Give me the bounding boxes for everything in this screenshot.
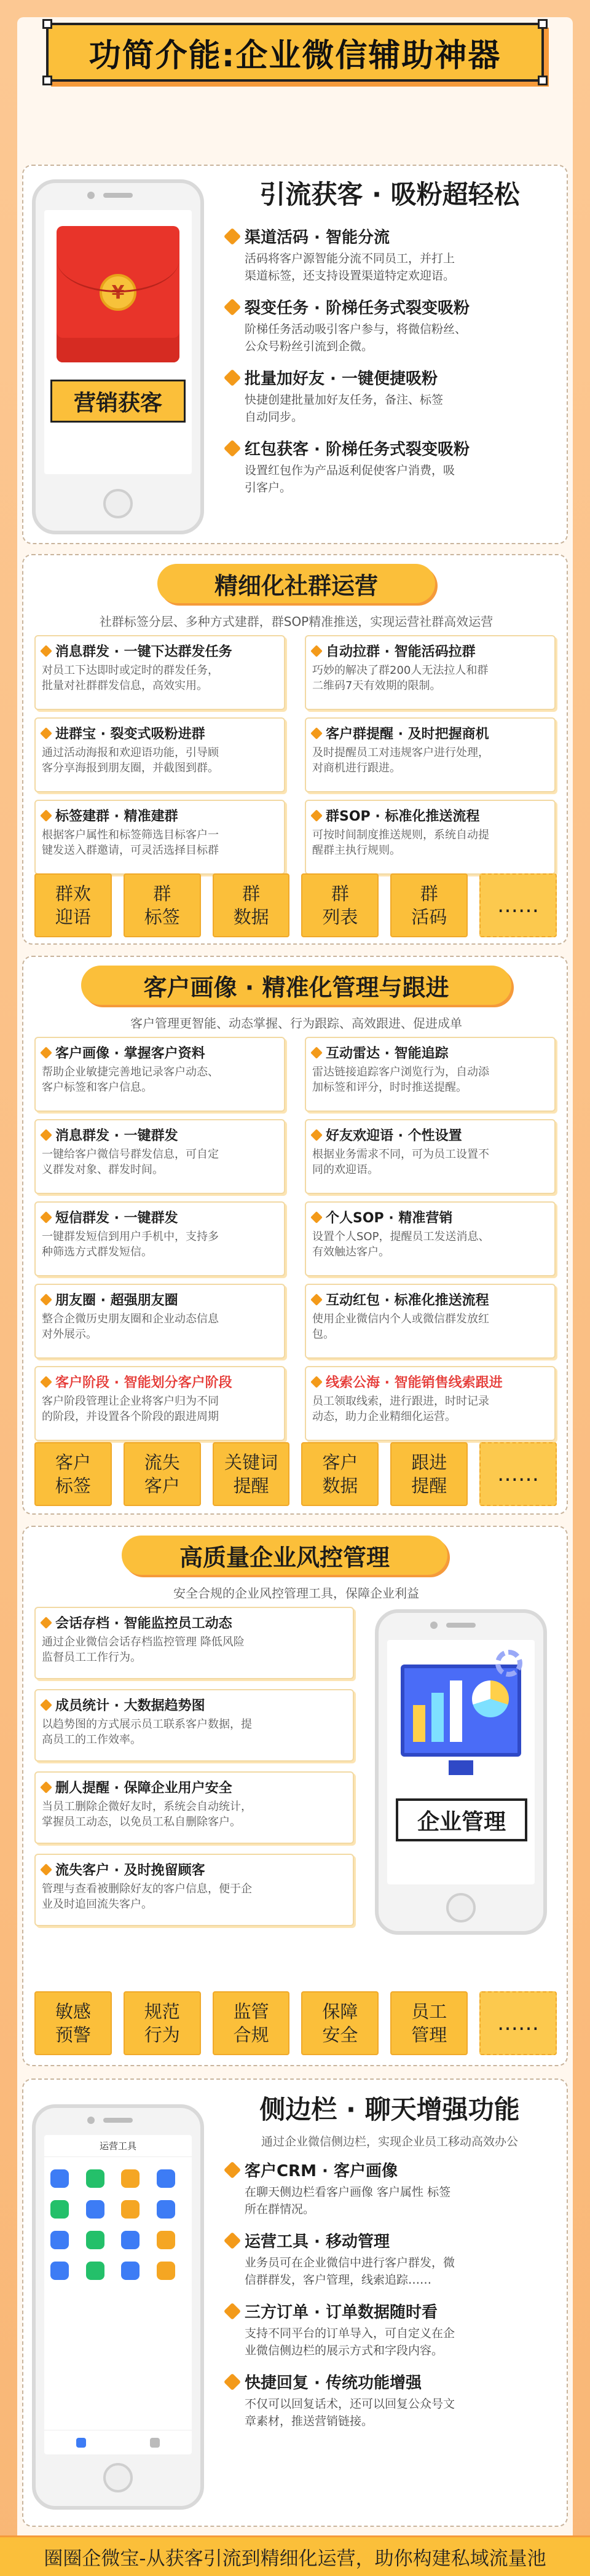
box-title: 进群宝 · 裂变式吸粉进群: [55, 727, 205, 742]
box-title: 短信群发 · 一键群发: [55, 1211, 178, 1226]
phone-speaker: [446, 1623, 476, 1628]
feature-item: [226, 366, 533, 426]
feature-desc: 在聊天侧边栏看客户画像 客户属性 标签 所在群情况。: [245, 2185, 451, 2216]
tab-icon[interactable]: [76, 2438, 86, 2448]
feature-box: [34, 635, 285, 710]
feature-item: [226, 2229, 533, 2289]
feature-desc: 设置红包作为产品返利促使客户消费，吸 引客户。: [245, 464, 455, 494]
box-desc: 根据客户属性和标签筛选目标客户一 键发送入群邀请，可灵活选择目标群: [42, 829, 219, 857]
feature-box: [34, 1201, 285, 1276]
corner-deco: [42, 19, 52, 29]
diamond-bullet-icon: [310, 727, 323, 740]
feature-item: [226, 2158, 533, 2218]
more-tag: ……: [479, 873, 557, 937]
tag-row: [34, 1442, 557, 1506]
app-tile-icon[interactable]: [157, 2169, 175, 2188]
section-title: 精细化社群运营: [214, 572, 378, 599]
section-header: [222, 173, 557, 213]
box-desc: 当员工删除企微好友时，系统会自动统计， 掌握员工动态，以免员工私自删除客户。: [42, 1800, 252, 1829]
feature-box: [305, 1284, 556, 1359]
feature-desc: 快捷创建批量加好友任务，备注、标签 自动同步。: [245, 393, 444, 424]
feature-tag: 群欢 迎语: [34, 873, 112, 937]
section-subtitle: 社群标签分层、多种方式建群，群SOP精准推送，实现运营社群高效运营: [99, 614, 494, 629]
chart-bar-icon: [450, 1680, 462, 1742]
feature-tag: 群 标签: [124, 873, 201, 937]
more-tag: ……: [479, 1442, 557, 1506]
section-title: 侧边栏 · 聊天增强功能: [259, 2094, 520, 2125]
feature-box: [34, 1771, 354, 1844]
page-title: 功简介能:企业微信辅助神器: [88, 37, 502, 74]
monitor-illustration-icon: [401, 1665, 521, 1757]
section-header: [157, 564, 435, 603]
diamond-bullet-icon: [40, 1047, 52, 1059]
feature-title: 客户CRM · 客户画像: [245, 2162, 398, 2180]
box-title: 好友欢迎语 · 个性设置: [326, 1128, 462, 1144]
box-desc: 帮助企业敏捷完善地记录客户动态、 客户标签和客户信息。: [42, 1066, 219, 1094]
phone-label-box: [396, 1798, 527, 1841]
feature-desc: 不仅可以回复话术，还可以回复公众号文 章素材，推送营销链接。: [245, 2397, 455, 2428]
phone-speaker: [103, 193, 133, 198]
footer-text: 圈圈企微宝-从获客引流到精细化运营，助你构建私域流量池: [44, 2548, 546, 2570]
title-bar: [31, 18, 559, 86]
box-desc: 使用企业微信内个人或微信群发放红 包。: [312, 1313, 489, 1341]
diamond-bullet-icon: [310, 1129, 323, 1141]
box-title: 线索公海 · 智能销售线索跟进: [326, 1375, 503, 1391]
feature-box: [305, 635, 556, 710]
feature-tag: 客户 数据: [301, 1442, 379, 1506]
pie-chart-icon: [472, 1680, 509, 1717]
diamond-bullet-icon: [310, 1376, 323, 1388]
feature-tag: 关键词 提醒: [213, 1442, 290, 1506]
box-desc: 设置个人SOP，提醒员工发送消息、 有效触达客户。: [312, 1230, 490, 1259]
box-title: 朋友圈 · 超强朋友圈: [55, 1293, 178, 1308]
section-title: 高质量企业风控管理: [179, 1544, 390, 1571]
phone-mockup: [32, 2104, 204, 2510]
diamond-bullet-icon: [40, 1211, 52, 1224]
phone-mockup: [32, 179, 204, 534]
diamond-bullet-icon: [224, 439, 241, 456]
phone-label-box: [50, 380, 186, 423]
feature-box: [34, 717, 285, 792]
box-desc: 及时提醒员工对违规客户进行处理， 对商机进行跟进。: [312, 746, 489, 775]
box-desc: 可按时间制度推送规则，系统自动提 醒群主执行规则。: [312, 829, 489, 857]
diamond-bullet-icon: [224, 2161, 241, 2178]
box-desc: 雷达链接追踪客户浏览行为，自动添 加标签和评分，时时推送提醒。: [312, 1066, 489, 1094]
phone-speaker: [103, 2118, 133, 2123]
section-header: [81, 966, 511, 1005]
feature-box: [34, 1689, 354, 1762]
diamond-bullet-icon: [310, 645, 323, 657]
box-title: 流失客户 · 及时挽留顾客: [55, 1863, 205, 1878]
box-title: 客户群提醒 · 及时把握商机: [326, 727, 489, 742]
diamond-bullet-icon: [310, 810, 323, 822]
phone-home-button: [103, 2463, 133, 2492]
feature-title: 运营工具 · 移动管理: [245, 2233, 390, 2251]
box-title: 客户画像 · 掌握客户资料: [55, 1046, 205, 1061]
feature-box: [305, 717, 556, 792]
feature-tag: 敏感 预警: [34, 1991, 112, 2055]
feature-tag: 监管 合规: [213, 1991, 290, 2055]
tab-icon[interactable]: [150, 2438, 160, 2448]
box-title: 消息群发 · 一键群发: [55, 1128, 178, 1144]
feature-item: [226, 295, 533, 355]
feature-box: [34, 1284, 285, 1359]
box-desc: 对员工下达即时或定时的群发任务， 批量对社群群发信息，高效实用。: [42, 664, 219, 692]
envelope-flap: [57, 226, 179, 292]
box-desc: 通过企业微信会话存档监控管理 降低风险 监督员工工作行为。: [42, 1636, 245, 1664]
app-tile-icon[interactable]: [121, 2262, 140, 2280]
diamond-bullet-icon: [40, 1699, 52, 1711]
feature-tag: 群 活码: [390, 873, 468, 937]
corner-deco: [538, 76, 548, 85]
box-desc: 员工领取线索，进行跟进，时时记录 动态，助力企业精细化运营。: [312, 1395, 489, 1423]
app-tile-icon[interactable]: [157, 2231, 175, 2249]
diamond-bullet-icon: [40, 727, 52, 740]
gear-icon: [495, 1650, 522, 1677]
diamond-bullet-icon: [224, 227, 241, 244]
box-title: 会话存档 · 智能监控员工动态: [55, 1616, 232, 1631]
phone-home-button: [103, 489, 133, 518]
feature-tag: 群 列表: [301, 873, 379, 937]
diamond-bullet-icon: [224, 298, 241, 315]
diamond-bullet-icon: [224, 2373, 241, 2390]
feature-title: 批量加好友 · 一键便捷吸粉: [245, 370, 438, 388]
diamond-bullet-icon: [310, 1211, 323, 1224]
feature-box: [34, 800, 285, 875]
box-desc: 一键群发短信到用户手机中，支持多 种筛选方式群发短信。: [42, 1230, 219, 1259]
phone-home-button: [446, 1893, 476, 1922]
title-box: [46, 23, 544, 82]
section-lead-gen: [22, 165, 568, 544]
feature-box: [34, 1119, 285, 1194]
phone-label: 营销获客: [73, 390, 162, 416]
box-desc: 通过活动海报和欢迎语功能，引导顾 客分享海报到朋友圈，并截图到群。: [42, 746, 219, 775]
box-title: 删人提醒 · 保障企业用户安全: [55, 1781, 232, 1796]
feature-title: 渠道活码 · 智能分流: [245, 228, 390, 247]
app-tile-icon[interactable]: [157, 2262, 175, 2280]
yuan-coin-icon: ¥: [100, 274, 136, 311]
diamond-bullet-icon: [40, 645, 52, 657]
box-title: 自动拉群 · 智能活码拉群: [326, 644, 476, 660]
section-title: 引流获客 · 吸粉超轻松: [259, 179, 520, 209]
box-title: 客户阶段 · 智能划分客户阶段: [55, 1375, 232, 1391]
section-risk-control: [22, 1526, 568, 2066]
diamond-bullet-icon: [40, 1294, 52, 1306]
box-title: 互动雷达 · 智能追踪: [326, 1046, 449, 1061]
app-tile-icon[interactable]: [86, 2231, 104, 2249]
corner-deco: [42, 76, 52, 85]
feature-box: [34, 1854, 354, 1926]
feature-item: [226, 2370, 533, 2430]
feature-title: 三方订单 · 订单数据随时看: [245, 2303, 438, 2322]
box-title: 个人SOP · 精准营销: [326, 1211, 453, 1226]
feature-tag: 群 数据: [213, 873, 290, 937]
app-tile-icon[interactable]: [50, 2200, 69, 2219]
chart-bar-icon: [431, 1693, 444, 1742]
feature-tag: 保障 安全: [301, 1991, 379, 2055]
feature-tag: 员工 管理: [390, 1991, 468, 2055]
feature-title: 快捷回复 · 传统功能增强: [245, 2374, 422, 2392]
feature-title: 红包获客 · 阶梯任务式裂变吸粉: [245, 440, 470, 459]
phone-camera: [87, 192, 95, 199]
phone-camera: [87, 2117, 95, 2124]
diamond-bullet-icon: [224, 2231, 241, 2249]
app-tile-icon[interactable]: [50, 2231, 69, 2249]
box-desc: 以趋势图的方式展示员工联系客户数据，提 高员工的工作效率。: [42, 1718, 252, 1746]
feature-tag: 跟进 提醒: [390, 1442, 468, 1506]
section-community: [22, 554, 568, 945]
corner-deco: [538, 19, 548, 29]
diamond-bullet-icon: [40, 1376, 52, 1388]
feature-list: [226, 2158, 558, 2430]
box-desc: 整合企微历史朋友圈和企业动态信息 对外展示。: [42, 1313, 219, 1341]
app-tile-icon[interactable]: [86, 2200, 104, 2219]
feature-desc: 阶梯任务活动吸引客户参与，将微信粉丝、 公众号粉丝引流到企微。: [245, 322, 467, 353]
feature-item: [226, 2300, 533, 2359]
feature-box: [305, 1366, 556, 1441]
feature-item: [226, 225, 533, 284]
feature-box: [305, 800, 556, 875]
phone-screen: [44, 210, 192, 474]
box-desc: 根据业务需求不同，可为员工设置不 同的欢迎语。: [312, 1148, 489, 1176]
feature-list: [226, 225, 558, 496]
box-desc: 一键给客户微信号群发信息，可自定 义群发对象、群发时间。: [42, 1148, 219, 1176]
box-title: 互动红包 · 标准化推送流程: [326, 1293, 489, 1308]
diamond-bullet-icon: [224, 2302, 241, 2319]
phone-label: 企业管理: [417, 1809, 506, 1835]
section-title: 客户画像 · 精准化管理与跟进: [143, 974, 449, 1001]
feature-tag: 流失 客户: [124, 1442, 201, 1506]
box-desc: 客户阶段管理让企业将客户归为不同 的阶段，并设置各个阶段的跟进周期: [42, 1395, 219, 1423]
diamond-bullet-icon: [310, 1047, 323, 1059]
app-tile-icon[interactable]: [86, 2169, 104, 2188]
feature-box: [34, 1366, 285, 1441]
tag-row: [34, 873, 557, 937]
section-subtitle: 安全合规的企业风控管理工具，保障企业利益: [173, 1586, 419, 1601]
box-title: 群SOP · 标准化推送流程: [326, 809, 480, 824]
feature-box: [34, 1607, 354, 1679]
phone-mockup: [375, 1609, 547, 1935]
section-customer: [22, 956, 568, 1515]
section-header: [222, 2088, 557, 2128]
box-title: 消息群发 · 一键下达群发任务: [55, 644, 232, 660]
app-header: [44, 2135, 192, 2157]
feature-desc: 业务员可在企业微信中进行客户群发，微 信群群发，客户管理，线索追踪……: [245, 2256, 455, 2287]
feature-title: 裂变任务 · 阶梯任务式裂变吸粉: [245, 299, 470, 318]
feature-box: [305, 1201, 556, 1276]
section-sidebar: [22, 2078, 568, 2527]
feature-box: [305, 1037, 556, 1112]
section-header: [122, 1536, 447, 1575]
feature-box: [34, 1037, 285, 1112]
feature-item: [226, 437, 533, 496]
box-desc: 巧妙的解决了群200人无法拉人和群 二维码7天有效期的限制。: [312, 664, 489, 692]
diamond-bullet-icon: [40, 1617, 52, 1629]
diamond-bullet-icon: [40, 1129, 52, 1141]
app-header-title: 运营工具: [99, 2141, 136, 2152]
app-tile-icon[interactable]: [121, 2231, 140, 2249]
feature-box: [305, 1119, 556, 1194]
app-tabbar: [44, 2430, 192, 2454]
app-tile-icon[interactable]: [86, 2262, 104, 2280]
app-tile-icon[interactable]: [121, 2169, 140, 2188]
tag-row: [34, 1991, 557, 2055]
section-subtitle: 客户管理更智能、动态掌握、行为跟踪、高效跟进、促进成单: [130, 1016, 462, 1031]
box-title: 成员统计 · 大数据趋势图: [55, 1698, 205, 1714]
app-icon-grid: [50, 2169, 186, 2280]
chart-bar-icon: [413, 1705, 425, 1742]
app-tile-icon[interactable]: [157, 2200, 175, 2219]
box-title: 标签建群 · 精准建群: [55, 809, 178, 824]
section-subtitle: 通过企业微信侧边栏，实现企业员工移动高效办公: [261, 2135, 518, 2149]
more-tag: ……: [479, 1991, 557, 2055]
box-desc: 管理与查看被删除好友的客户信息，便于企 业及时追回流失客户。: [42, 1883, 252, 1911]
app-tile-icon[interactable]: [50, 2262, 69, 2280]
feature-tag: 规范 行为: [124, 1991, 201, 2055]
red-envelope-icon: [57, 226, 179, 362]
diamond-bullet-icon: [40, 1781, 52, 1793]
phone-screen: [387, 1640, 535, 1884]
feature-desc: 支持不同平台的订单导入，可自定义在企 业微信侧边栏的展示方式和字段内容。: [245, 2327, 455, 2357]
app-tile-icon[interactable]: [121, 2200, 140, 2219]
footer-banner: [0, 2535, 590, 2576]
phone-screen: [44, 2135, 192, 2454]
diamond-bullet-icon: [40, 1864, 52, 1876]
diamond-bullet-icon: [224, 369, 241, 386]
diamond-bullet-icon: [310, 1294, 323, 1306]
feature-desc: 活码将客户源智能分流不同员工，并打上 渠道标签，还支持设置渠道特定欢迎语。: [245, 252, 455, 283]
monitor-stand-icon: [449, 1760, 473, 1775]
diamond-bullet-icon: [40, 810, 52, 822]
phone-camera: [430, 1622, 438, 1629]
app-tile-icon[interactable]: [50, 2169, 69, 2188]
feature-tag: 客户 标签: [34, 1442, 112, 1506]
